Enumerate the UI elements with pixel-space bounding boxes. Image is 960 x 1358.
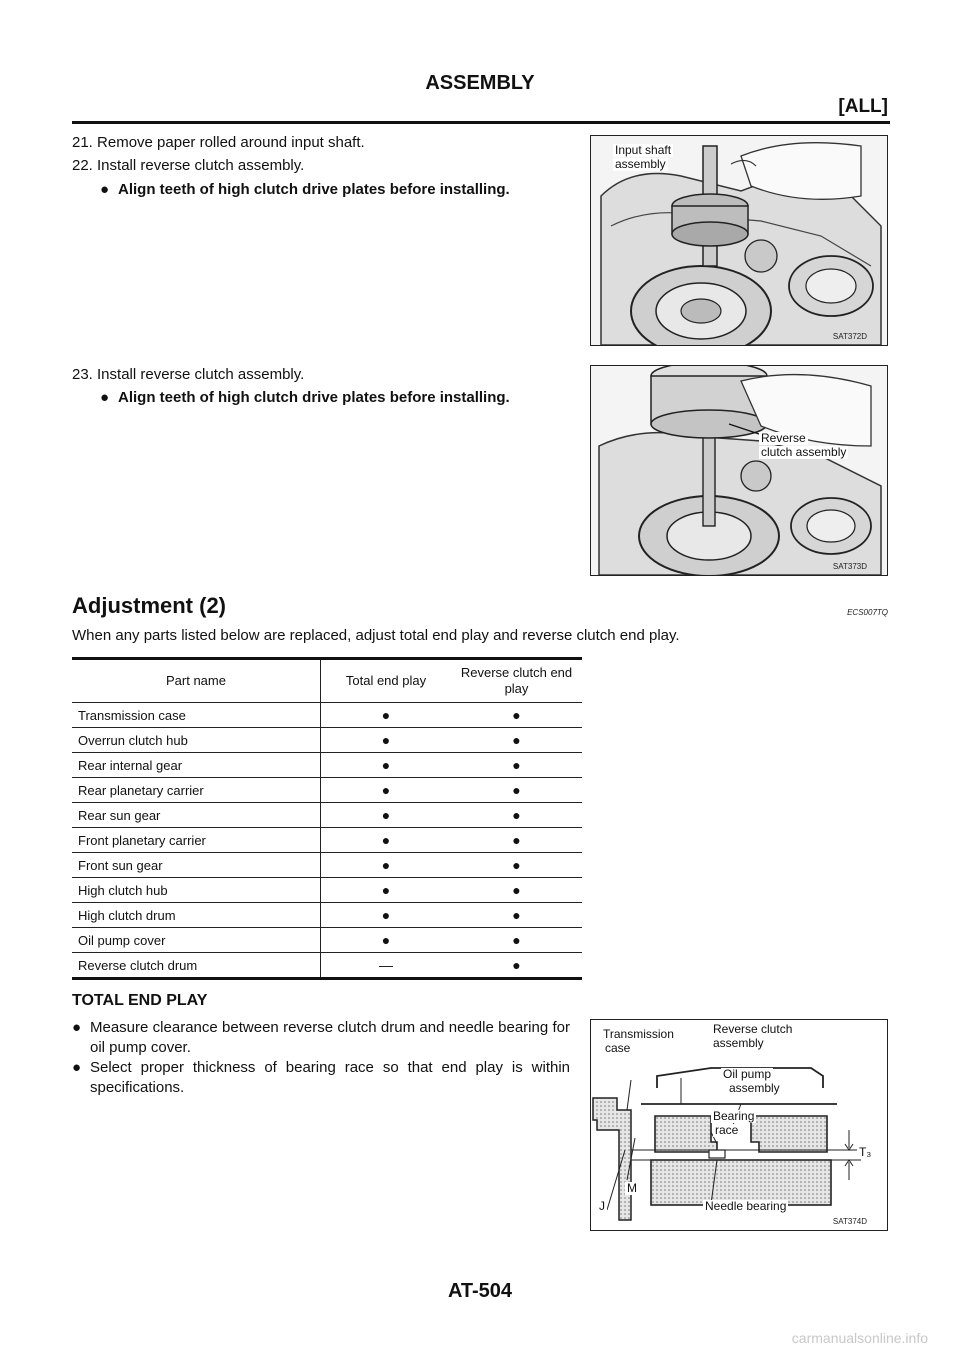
reverse-clutch-mark: ● (451, 878, 582, 903)
bullet-text: Select proper thickness of bearing race so that end play is within specifications. (90, 1059, 570, 1096)
intro-text: When any parts listed below are replaced, adjust total end play and reverse clutch end play. (72, 627, 680, 644)
table-header-row (72, 659, 582, 703)
step-23: 23. Install reverse clutch assembly. (72, 366, 305, 383)
instruction-bullet (72, 1058, 580, 1098)
figure-label: assembly (729, 1081, 780, 1095)
figure-label: T₃ (859, 1145, 872, 1159)
figure-label: assembly (713, 1036, 764, 1050)
figure-code: SAT372D (832, 332, 867, 341)
part-name: Reverse clutch drum (72, 953, 321, 979)
column-header: Part name (72, 659, 321, 703)
bullet-text: Measure clearance between reverse clutch drum and needle bearing for oil pump cover. (90, 1019, 570, 1056)
bullet-icon: ● (72, 1059, 82, 1076)
step-21: 21. Remove paper rolled around input shaft. (72, 134, 365, 151)
step-23-note (100, 388, 510, 407)
total-end-play-mark: ● (321, 728, 452, 753)
figure-label: Oil pump (723, 1067, 772, 1081)
total-end-play-mark: ● (321, 703, 452, 728)
table-row (72, 728, 582, 753)
reverse-clutch-mark: ● (451, 753, 582, 778)
table-row (72, 803, 582, 828)
figure-label: Reverse clutch (713, 1022, 793, 1036)
total-end-play-mark: ● (321, 903, 452, 928)
figure-code: SAT374D (832, 1217, 867, 1226)
reverse-clutch-mark: ● (451, 703, 582, 728)
reverse-clutch-mark: ● (451, 853, 582, 878)
header-rule (72, 121, 890, 124)
part-name: High clutch drum (72, 903, 321, 928)
figure-label: case (605, 1041, 631, 1055)
part-name: Rear internal gear (72, 753, 321, 778)
part-name: Front sun gear (72, 853, 321, 878)
reverse-clutch-mark: ● (451, 953, 582, 979)
bullet-icon: ● (72, 1019, 82, 1036)
total-end-play-mark: — (321, 953, 452, 979)
figure-reverse-clutch (590, 365, 888, 576)
part-name: Front planetary carrier (72, 828, 321, 853)
page-number: AT-504 (447, 1280, 513, 1302)
table-row (72, 778, 582, 803)
section-heading: Adjustment (2) (72, 593, 226, 618)
step-22-note (100, 180, 510, 199)
instruction-bullet (72, 1018, 580, 1058)
part-name: Rear planetary carrier (72, 778, 321, 803)
table-row (72, 853, 582, 878)
table-row (72, 928, 582, 953)
figure-label: Reverse (761, 431, 806, 445)
reverse-clutch-mark: ● (451, 828, 582, 853)
figure-label: Input shaft (615, 143, 672, 157)
figure-label: Transmission (603, 1027, 674, 1041)
part-name: High clutch hub (72, 878, 321, 903)
figure-label: M (627, 1181, 637, 1195)
table-row (72, 703, 582, 728)
note-text: Align teeth of high clutch drive plates before installing. (118, 181, 510, 198)
bullet-icon: ● (100, 389, 110, 406)
table-row (72, 903, 582, 928)
section-tag: [ALL] (838, 96, 888, 117)
total-end-play-mark: ● (321, 778, 452, 803)
total-end-play-mark: ● (321, 878, 452, 903)
part-name: Overrun clutch hub (72, 728, 321, 753)
table-row (72, 878, 582, 903)
figure-input-shaft (590, 135, 888, 346)
table-row (72, 753, 582, 778)
figure-label: Bearing (713, 1109, 755, 1123)
part-name: Oil pump cover (72, 928, 321, 953)
page-title: ASSEMBLY (425, 72, 535, 94)
total-end-play-mark: ● (321, 928, 452, 953)
figure-end-play-diagram (590, 1019, 888, 1231)
bullet-icon: ● (100, 181, 110, 198)
total-end-play-mark: ● (321, 828, 452, 853)
subsection-heading: TOTAL END PLAY (72, 992, 208, 1009)
column-header: Total end play (321, 659, 452, 703)
total-end-play-mark: ● (321, 803, 452, 828)
total-end-play-mark: ● (321, 753, 452, 778)
parts-table (72, 657, 582, 980)
reverse-clutch-illustration (591, 366, 887, 575)
table-row (72, 953, 582, 979)
figure-label: clutch assembly (761, 445, 847, 459)
figure-code: SAT373D (832, 562, 867, 571)
part-name: Rear sun gear (72, 803, 321, 828)
part-name: Transmission case (72, 703, 321, 728)
reverse-clutch-mark: ● (451, 803, 582, 828)
note-text: Align teeth of high clutch drive plates before installing. (118, 389, 510, 406)
reverse-clutch-mark: ● (451, 778, 582, 803)
reverse-clutch-mark: ● (451, 928, 582, 953)
figure-label: Needle bearing (705, 1199, 787, 1213)
total-end-play-mark: ● (321, 853, 452, 878)
figure-label: race (715, 1123, 739, 1137)
table-row (72, 828, 582, 853)
reverse-clutch-mark: ● (451, 728, 582, 753)
section-code: ECS007TQ (847, 608, 888, 617)
step-22: 22. Install reverse clutch assembly. (72, 157, 305, 174)
column-header: Reverse clutch end play (451, 659, 582, 703)
figure-label: assembly (615, 157, 666, 171)
reverse-clutch-mark: ● (451, 903, 582, 928)
watermark: carmanualsonline.info (791, 1330, 928, 1346)
figure-label: J (599, 1199, 605, 1213)
